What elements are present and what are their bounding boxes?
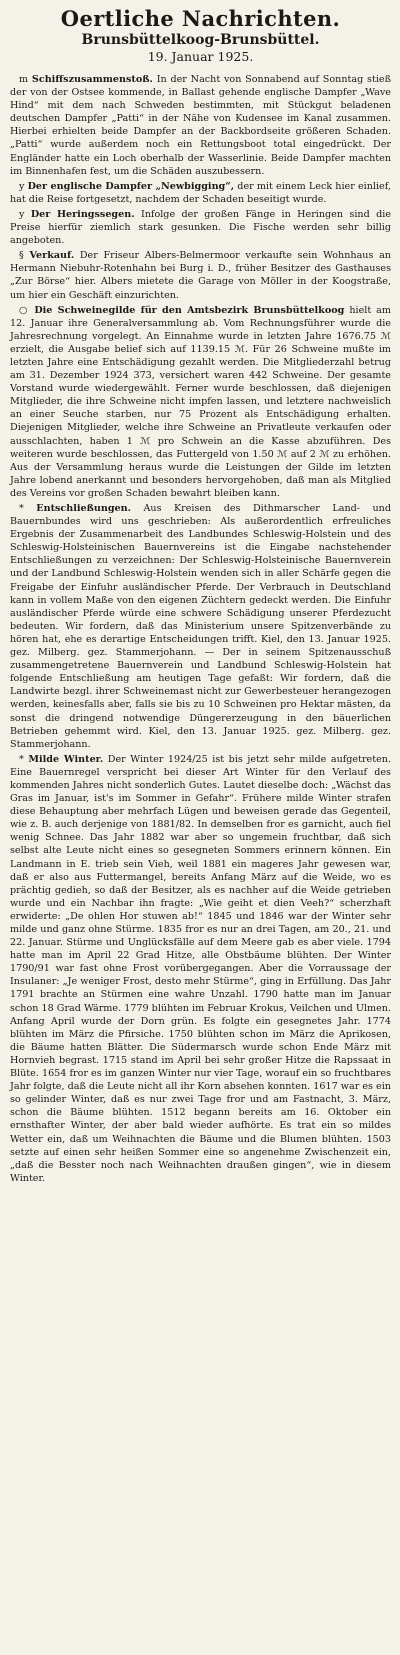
article-marker: * xyxy=(19,503,24,514)
article-marker: y xyxy=(19,180,25,192)
article-body: der mit einem Leck hier einlief, hat die Reise fortgesetzt, nachdem der Schaden beseitigt wurde. xyxy=(10,180,391,205)
article-sale xyxy=(10,249,391,301)
article-body: In der Nacht von Sonnabend auf Sonntag stieß der von der Ostsee kommende, in Ballast gehende englische Dampfer „Wave Hind“ mit dem nach Schweden bestimmten, mit Stückgut beladenen deutschen Dampfer „Patti“ in der Nähe von Kudensee im Kanal zusammen. Hierbei erhielten beide Dampfer an der Backbordseite größeren Schaden. „Patti“ wurde außerdem noch ein Rettungsboot total eingedrückt. Der Engländer hatte ein Loch oberhalb der Wasserlinie. Beide Dampfer machten im Binnenhafen fest, um die Schäden auszubessern. xyxy=(10,74,391,177)
masthead xyxy=(10,6,391,65)
article-resolutions xyxy=(10,502,391,751)
article-pig-guild xyxy=(10,304,391,500)
article-heading: Milde Winter. xyxy=(28,753,104,765)
article-body: Aus Kreisen des Dithmarscher Land- und Bauernbundes wird uns geschrieben: Als außerordentlich erfreuliches Ergebnis der Zusammenarbeit des Landbundes Schleswig-Holstein und des Schleswig-Holsteinischen Bauernvereins ist die Eingabe nachstehender Entschließungen zu verzeichnen: Der Schleswig-Holsteinische Bauernverein und der Landbund Schleswig-Holstein wenden sich in aller Schärfe gegen die Freigabe der Einfuhr ausländischer Pferde. Der Verbrauch in Deutschland kann in vollem Maße von den eigenen Züchtern gedeckt werden. Die Einfuhr ausländischer Pferde würde eine schwere Schädigung unserer Pferdezucht bedeuten. Wir fordern, daß das Ministerium unsere Spitzenverbände zu hören hat, ehe es derartige Entscheidungen trifft. Kiel, den 13. Januar 1925. gez. Milberg. gez. Stammerjohann. — Der in seinem Spitzenausschuß zusammengetretene Bauernverein und Landbund Schleswig-Holstein hat folgende Entschließung am heutigen Tage gefaßt: Wir fordern, daß die Landwirte bezgl. ihrer Schweinemast nicht zur Gewerbesteuer herangezogen werden, keinesfalls aber, falls sie bis zu 10 Schweinen pro Hektar mästen, da sonst die dringend notwendige Düngererzeugung in den bäuerlichen Betrieben gehemmt wird. Kiel, den 13. Januar 1925. gez. Milberg. gez. Stammerjohann. xyxy=(10,503,391,750)
article-marker: § xyxy=(19,250,24,262)
article-body: hielt am 12. Januar ihre Generalversammlung ab. Vom Rechnungsführer wurde die Jahresrechnung vorgelegt. An Einnahme wurde in letzten Jahre 1676.75 ℳ erzielt, die Ausgabe belief sich auf 1139.15 ℳ. Für 26 Schweine mußte im letzten Jahre eine Entschädigung gezahlt werden. Die Mitgliederzahl betrug am 31. Dezember 1924 373, versichert waren 442 Schweine. Der gesamte Vorstand wurde wiedergewählt. Ferner wurde beschlossen, daß diejenigen Mitglieder, die ihre Schweine nicht impfen lassen, und letztere nachweislich an einer Seuche starben, nur 75 Prozent als Entschädigung erhalten. Diejenigen Mitglieder, welche ihre Schweine an Privatleute verkaufen oder ausschlachten, haben 1 ℳ pro Schwein an die Kasse abzuführen. Des weiteren wurde beschlossen, das Futtergeld von 1.50 ℳ auf 2 ℳ zu erhöhen. Aus der Versammlung heraus wurde die Leistungen der Gilde im letzten Jahre lobend anerkannt und besonders hervorgehoben, daß man als Mitglied des Vereins vor großen Schaden bewahrt bleiben kann. xyxy=(10,304,391,499)
article-herring-catch xyxy=(10,208,391,247)
article-english-steamer xyxy=(10,180,391,206)
section-subtitle: Brunsbüttelkoog-Brunsbüttel. xyxy=(81,32,320,48)
article-heading: Der englische Dampfer „Newbigging“, xyxy=(27,180,235,192)
article-heading: Entschließungen. xyxy=(36,503,131,514)
article-marker: * xyxy=(19,753,24,765)
issue-date: 19. Januar 1925. xyxy=(147,49,254,64)
article-body: Der Friseur Albers-Belmermoor verkaufte sein Wohnhaus an Hermann Niebuhr-Rotenhahn bei Burg i. D., früher Besitzer des Gasthauses „Zur Börse“ hier. Albers mietete die Garage von Möller in der Koogstraße, um hier ein Geschäft einzurichten. xyxy=(10,250,391,301)
article-heading: Der Heringssegen. xyxy=(30,208,135,220)
article-body: Der Winter 1924/25 ist bis jetzt sehr milde aufgetreten. Eine Bauernregel verspricht bei dieser Art Winter für den Verlauf des kommenden Jahres nicht sonderlich Gutes. Lautet dieselbe doch: „Wächst das Gras im Januar, ist's im Sommer in Gefahr“. Frühere milde Winter strafen diese Behauptung aber mehrfach Lügen und beweisen gerade das Gegenteil, wie z. B. auch derjenige von 1881/82. In demselben fror es garnicht, auch fiel wenig Schnee. Das Jahr 1882 war aber so ungemein fruchtbar, daß sich selbst alte Leute nicht eines so gesegneten Sommers erinnern können. Ein Landmann in E. trieb sein Vieh, weil 1881 ein mageres Jahr gewesen war, daß er also aus Futtermangel, bereits Anfang März auf die Weide, wo es prächtig gedieh, so daß der Besitzer, als es nachher auf die Weide getrieben wurde und ein Nachbar ihn fragte: „Wie geiht et dien Veeh?“ scherzhaft erwiderte: „De ohlen Hor stuwen ab!“ 1845 und 1846 war der Winter sehr milde und ganz ohne Stürme. 1835 fror es nur an drei Tagen, am 20., 21. und 22. Januar. Stürme und Unglücksfälle auf dem Meere gab es aber viele. 1794 hatte man im April 22 Grad Hitze, alle Obstbäume blühten. Der Winter 1790/91 war fast ohne Frost vorübergegangen. Aber die Vorraussage der Insulaner: „Je weniger Frost, desto mehr Stürme“, ging in Erfüllung. Das Jahr 1791 brachte an Stürmen eine wahre Unzahl. 1790 hatte man im Januar schon 18 Grad Wärme. 1779 blühten im Februar Krokus, Veilchen und Ulmen. Anfang April wurde der Dorn grün. Es folgte ein gesegnetes Jahr. 1774 blühten im März die Pfirsiche. 1750 blühten schon im März die Aprikosen, die Bäume hatten Blätter. Die Südermarsch wurde schon Ende März mit Hornvieh begrast. 1715 stand im April bei sehr großer Hitze die Rapssaat in Blüte. 1654 fror es im ganzen Winter nur vier Tage, worauf ein so fruchtbares Jahr folgte, daß die Leute nicht all ihr Korn absehen konnten. 1617 war es ein so gelinder Winter, daß es nur zwei Tage fror und am Fastnacht, 3. März, schon die Bäume blühten. 1512 begann bereits am 16. Oktober ein ernsthafter Winter, der aber bald wieder aufhörte. Es trat ein so mildes Wetter ein, daß um Weihnachten die Bäume und die Blumen blühten. 1503 setzte auf einen sehr heißen Sommer eine so angenehme Zwischenzeit ein, „daß die Besster noch nach Weihnachten draußen gingen“, wie in diesem Winter. xyxy=(10,753,391,1184)
article-heading: Verkauf. xyxy=(29,250,75,262)
article-mild-winters xyxy=(10,753,391,1185)
article-marker: y xyxy=(19,208,25,220)
article-heading: Schiffszusammenstoß. xyxy=(31,74,153,85)
section-title: Oertliche Nachrichten. xyxy=(60,6,341,31)
article-body: Infolge der großen Fänge in Heringen sind die Preise hierfür ziemlich stark gesunken. Die Fische werden sehr billig angeboten. xyxy=(10,208,391,247)
article-marker: m xyxy=(19,74,29,85)
article-ship-collision xyxy=(10,73,391,178)
article-heading: Die Schweinegilde für den Amtsbezirk Brunsbüttelkoog xyxy=(34,304,345,316)
article-marker: ○ xyxy=(19,304,30,316)
